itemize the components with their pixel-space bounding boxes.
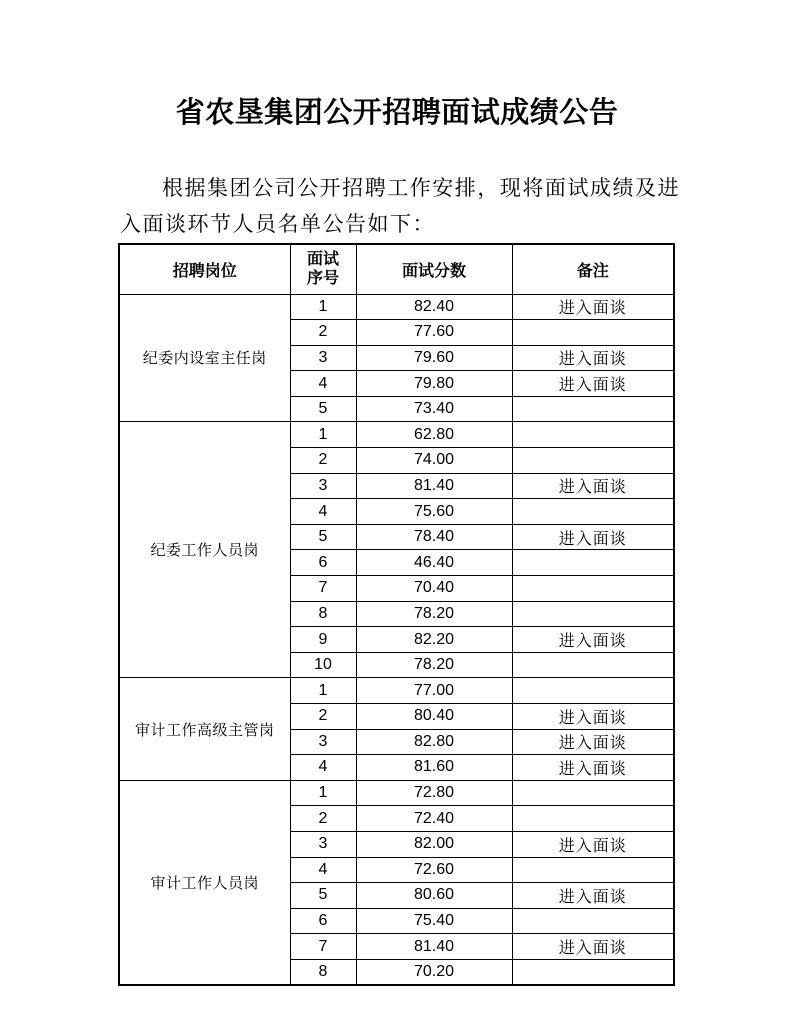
seq-cell: 2 [290, 806, 356, 832]
score-cell: 82.80 [356, 729, 512, 755]
remark-cell [512, 652, 674, 678]
header-position: 招聘岗位 [119, 244, 290, 294]
remark-cell: 进入面谈 [512, 371, 674, 397]
remark-cell [512, 678, 674, 704]
position-cell: 纪委工作人员岗 [119, 422, 290, 678]
score-cell: 46.40 [356, 550, 512, 576]
remark-cell [512, 448, 674, 474]
score-cell: 80.60 [356, 883, 512, 909]
seq-cell: 1 [290, 294, 356, 320]
remark-cell: 进入面谈 [512, 294, 674, 320]
score-cell: 70.40 [356, 576, 512, 602]
seq-cell: 1 [290, 422, 356, 448]
seq-cell: 9 [290, 627, 356, 653]
position-cell: 纪委内设室主任岗 [119, 294, 290, 422]
remark-cell: 进入面谈 [512, 755, 674, 781]
position-cell: 审计工作人员岗 [119, 780, 290, 985]
remark-cell: 进入面谈 [512, 524, 674, 550]
seq-cell: 4 [290, 499, 356, 525]
seq-cell: 6 [290, 908, 356, 934]
seq-cell: 3 [290, 729, 356, 755]
score-cell: 78.40 [356, 524, 512, 550]
seq-cell: 5 [290, 883, 356, 909]
score-cell: 82.40 [356, 294, 512, 320]
score-cell: 62.80 [356, 422, 512, 448]
table-row [119, 294, 674, 320]
seq-cell: 4 [290, 371, 356, 397]
seq-cell: 2 [290, 448, 356, 474]
score-cell: 70.20 [356, 959, 512, 985]
remark-cell: 进入面谈 [512, 934, 674, 960]
remark-cell [512, 780, 674, 806]
score-cell: 77.00 [356, 678, 512, 704]
score-cell: 79.60 [356, 345, 512, 371]
table-row [119, 678, 674, 704]
remark-cell: 进入面谈 [512, 729, 674, 755]
score-cell: 81.60 [356, 755, 512, 781]
seq-cell: 1 [290, 678, 356, 704]
seq-cell: 6 [290, 550, 356, 576]
table-header-row [119, 244, 674, 294]
seq-cell: 8 [290, 601, 356, 627]
seq-cell: 5 [290, 524, 356, 550]
seq-cell: 1 [290, 780, 356, 806]
intro-paragraph: 根据集团公司公开招聘工作安排，现将面试成绩及进入面谈环节人员名单公告如下： [120, 176, 680, 236]
seq-cell: 4 [290, 857, 356, 883]
page-title: 省农垦集团公开招聘面试成绩公告 [175, 97, 619, 129]
score-cell: 78.20 [356, 601, 512, 627]
header-interview-score: 面试分数 [356, 244, 512, 294]
score-cell: 81.40 [356, 934, 512, 960]
score-cell: 79.80 [356, 371, 512, 397]
remark-cell [512, 857, 674, 883]
remark-cell [512, 601, 674, 627]
remark-cell [512, 550, 674, 576]
table-row [119, 422, 674, 448]
seq-cell: 2 [290, 320, 356, 346]
score-cell: 73.40 [356, 396, 512, 422]
seq-cell: 3 [290, 345, 356, 371]
remark-cell: 进入面谈 [512, 627, 674, 653]
seq-cell: 10 [290, 652, 356, 678]
score-cell: 82.20 [356, 627, 512, 653]
remark-cell: 进入面谈 [512, 345, 674, 371]
score-cell: 72.60 [356, 857, 512, 883]
remark-cell: 进入面谈 [512, 704, 674, 730]
remark-cell [512, 576, 674, 602]
score-cell: 72.40 [356, 806, 512, 832]
score-cell: 81.40 [356, 473, 512, 499]
header-interview-number [290, 244, 356, 294]
remark-cell [512, 959, 674, 985]
score-cell: 77.60 [356, 320, 512, 346]
remark-cell [512, 396, 674, 422]
seq-cell: 3 [290, 473, 356, 499]
seq-cell: 8 [290, 959, 356, 985]
remark-cell [512, 320, 674, 346]
seq-cell: 3 [290, 831, 356, 857]
seq-cell: 4 [290, 755, 356, 781]
interview-scores-table [118, 243, 675, 986]
position-cell: 审计工作高级主管岗 [119, 678, 290, 780]
remark-cell: 进入面谈 [512, 883, 674, 909]
seq-cell: 2 [290, 704, 356, 730]
score-cell: 78.20 [356, 652, 512, 678]
header-interview-number-label: 面试序号 [306, 251, 339, 288]
remark-cell [512, 806, 674, 832]
seq-cell: 7 [290, 576, 356, 602]
header-remark: 备注 [512, 244, 674, 294]
score-cell: 80.40 [356, 704, 512, 730]
remark-cell [512, 908, 674, 934]
score-cell: 75.60 [356, 499, 512, 525]
score-cell: 72.80 [356, 780, 512, 806]
remark-cell [512, 422, 674, 448]
score-cell: 74.00 [356, 448, 512, 474]
score-cell: 75.40 [356, 908, 512, 934]
remark-cell [512, 499, 674, 525]
seq-cell: 5 [290, 396, 356, 422]
score-cell: 82.00 [356, 831, 512, 857]
seq-cell: 7 [290, 934, 356, 960]
remark-cell: 进入面谈 [512, 831, 674, 857]
table-row [119, 780, 674, 806]
remark-cell: 进入面谈 [512, 473, 674, 499]
